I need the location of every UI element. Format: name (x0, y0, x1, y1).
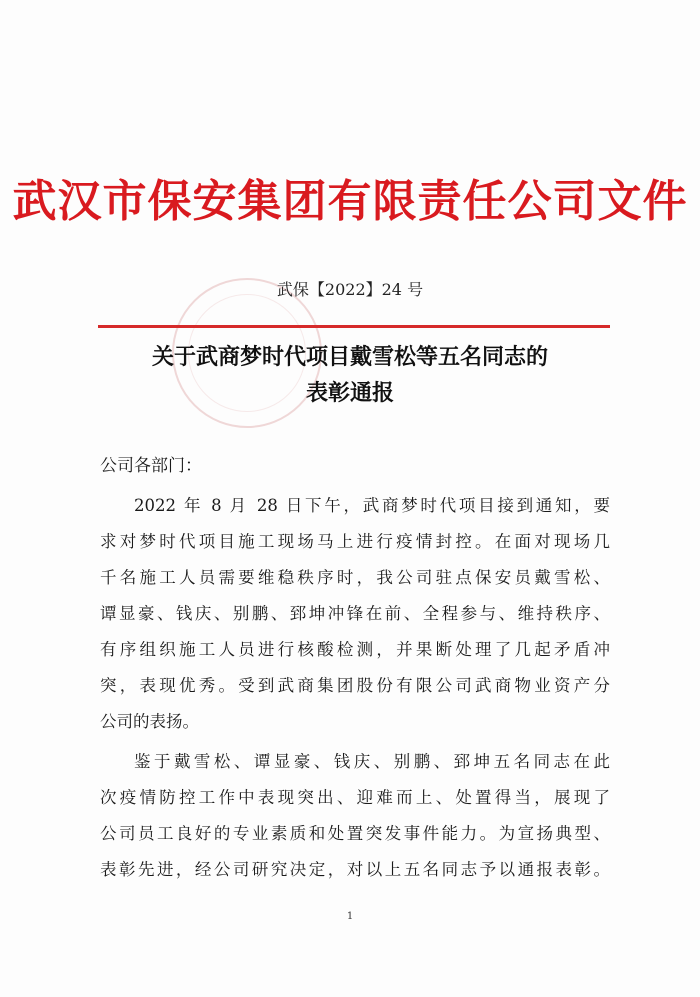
paragraph-2-line-1: 鉴于戴雪松、谭显豪、钱庆、别鹏、郅坤五名同志在此 (134, 752, 610, 771)
paragraph-2-line-4: 表彰先进，经公司研究决定，对以上五名同志予以通报表彰。 (100, 860, 610, 879)
document-number: 武保【2022】24 号 (276, 280, 424, 299)
paragraph-1-line-7: 公司的表扬。 (100, 712, 199, 731)
red-divider-line (98, 325, 610, 328)
paragraph-2-line-3: 公司员工良好的专业素质和处置突发事件能力。为宣扬典型、 (100, 824, 610, 843)
salutation: 公司各部门： (100, 456, 202, 476)
document-title-line-1: 关于武商梦时代项目戴雪松等五名同志的 (151, 345, 548, 370)
paragraph-1-line-4: 谭显豪、钱庆、别鹏、郅坤冲锋在前、全程参与、维持秩序、 (100, 604, 610, 623)
paragraph-1-line-3: 千名施工人员需要维稳秩序时，我公司驻点保安员戴雪松、 (100, 568, 610, 587)
org-letterhead-title: 武汉市保安集团有限责任公司文件 (12, 176, 688, 227)
paragraph-2-line-2: 次疫情防控工作中表现突出、迎难而上、处置得当，展现了 (100, 788, 610, 807)
page-number: 1 (346, 911, 354, 922)
paragraph-1-line-5: 有序组织施工人员进行核酸检测，并果断处理了几起矛盾冲 (100, 640, 610, 659)
paragraph-1-line-1: 2022 年 8 月 28 日下午，武商梦时代项目接到通知，要 (134, 496, 610, 515)
paragraph-1-line-6: 突，表现优秀。受到武商集团股份有限公司武商物业资产分 (100, 676, 610, 695)
document-title-line-2: 表彰通报 (305, 381, 394, 406)
paragraph-1-line-2: 求对梦时代项目施工现场马上进行疫情封控。在面对现场几 (100, 532, 610, 551)
document-title (0, 340, 700, 412)
